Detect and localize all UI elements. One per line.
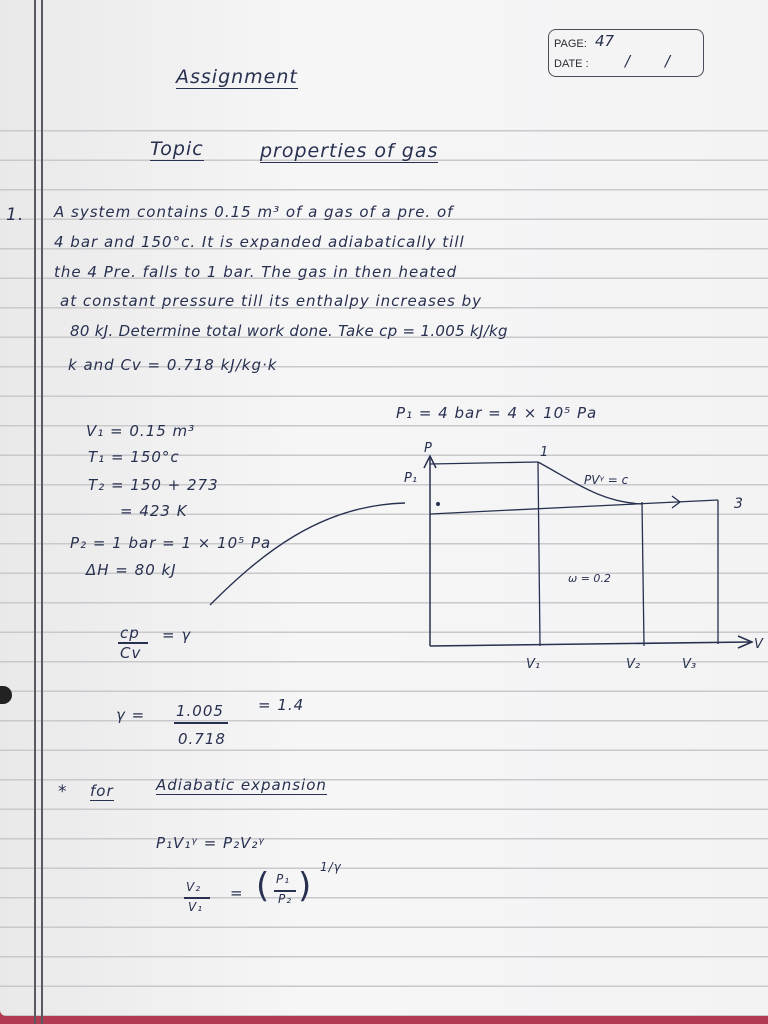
gamma-numerator: 1.005 [176,702,224,720]
work-label: ω = 0.2 [568,572,611,585]
gamma-denominator: 0.718 [178,730,226,748]
eq2-lhs-denominator: V₁ [188,900,204,914]
v2-line [642,502,644,646]
margin-line-outer [34,0,36,1024]
given-v1: V₁ = 0.15 m³ [86,422,196,440]
date-label: DATE : [554,58,589,70]
gamma-result: = 1.4 [258,696,305,714]
eq2-rhs-denominator: P₂ [278,892,293,906]
topic-text: properties of gas [260,140,439,162]
v-axis [430,642,750,646]
question-line-1: A system contains 0.15 m³ of a gas of a pre. of [54,203,454,221]
date-separator-2: / [665,52,671,70]
question-line-2: 4 bar and 150°c. It is expanded adiabatically till [54,233,465,251]
question-number: 1. [6,205,25,225]
point-1-label: 1 [540,445,549,460]
question-line-6: k and Cv = 0.718 kJ/kg·k [68,356,278,374]
given-dh: ΔH = 80 kJ [86,561,177,579]
section-heading: Adiabatic expansion [156,776,327,794]
v1-label: V₁ [526,657,541,672]
eq2-power: 1/γ [320,860,342,874]
eq2-rhs-numerator: P₁ [276,872,291,886]
eq2-close-paren: ) [298,866,313,906]
margin-line-inner [41,0,43,1024]
page-number: 47 [595,32,615,50]
pv-diagram [400,432,768,692]
star-bullet: * [58,782,68,802]
question-line-4: at constant pressure till its enthalpy increases by [60,292,483,310]
eq2-equals: = [230,884,244,902]
p2-line [430,500,718,514]
given-p1: P₁ = 4 bar = 4 × 10⁵ Pa [396,404,598,422]
for-word: for [90,782,114,800]
v-axis-label: V [754,637,763,652]
page-label: PAGE: [554,38,587,50]
given-p2: P₂ = 1 bar = 1 × 10⁵ Pa [70,534,272,552]
p1-label: P₁ [404,471,418,486]
connector-curve [200,495,410,610]
curve-label: PVᵞ = c [584,473,629,487]
point-3-label: 3 [734,496,743,512]
question-line-5: 80 kJ. Determine total work done. Take cp = 1.005 kJ/kg [70,322,508,340]
ratio-equals-gamma: = γ [162,626,192,644]
eq2-lhs-numerator: V₂ [186,880,202,894]
binder-hole [0,686,12,704]
page-date-box [548,29,704,77]
p1-line [430,462,538,464]
v3-label: V₃ [682,657,697,672]
eq2-open-paren: ( [256,866,271,906]
gamma-lhs: γ = [116,706,146,724]
eq2-lhs-bar [184,897,210,899]
question-line-3: the 4 Pre. falls to 1 bar. The gas in then heated [54,263,458,281]
date-separator-1: / [625,52,631,70]
start-mark [436,502,440,506]
ratio-denominator: Cv [120,644,142,662]
topic-label: Topic [150,138,204,160]
v2-label: V₂ [626,657,641,672]
assignment-title: Assignment [176,66,298,88]
given-t1: T₁ = 150°c [88,448,180,466]
gamma-fraction-bar [174,722,228,724]
ratio-numerator: cp [120,624,140,642]
equation-adiabatic: P₁V₁ᵞ = P₂V₂ᵞ [156,834,265,852]
v1-line [538,462,540,646]
given-t2: T₂ = 150 + 273 [88,476,219,494]
given-t2-result: = 423 K [120,502,188,520]
p-axis-label: P [424,441,432,456]
